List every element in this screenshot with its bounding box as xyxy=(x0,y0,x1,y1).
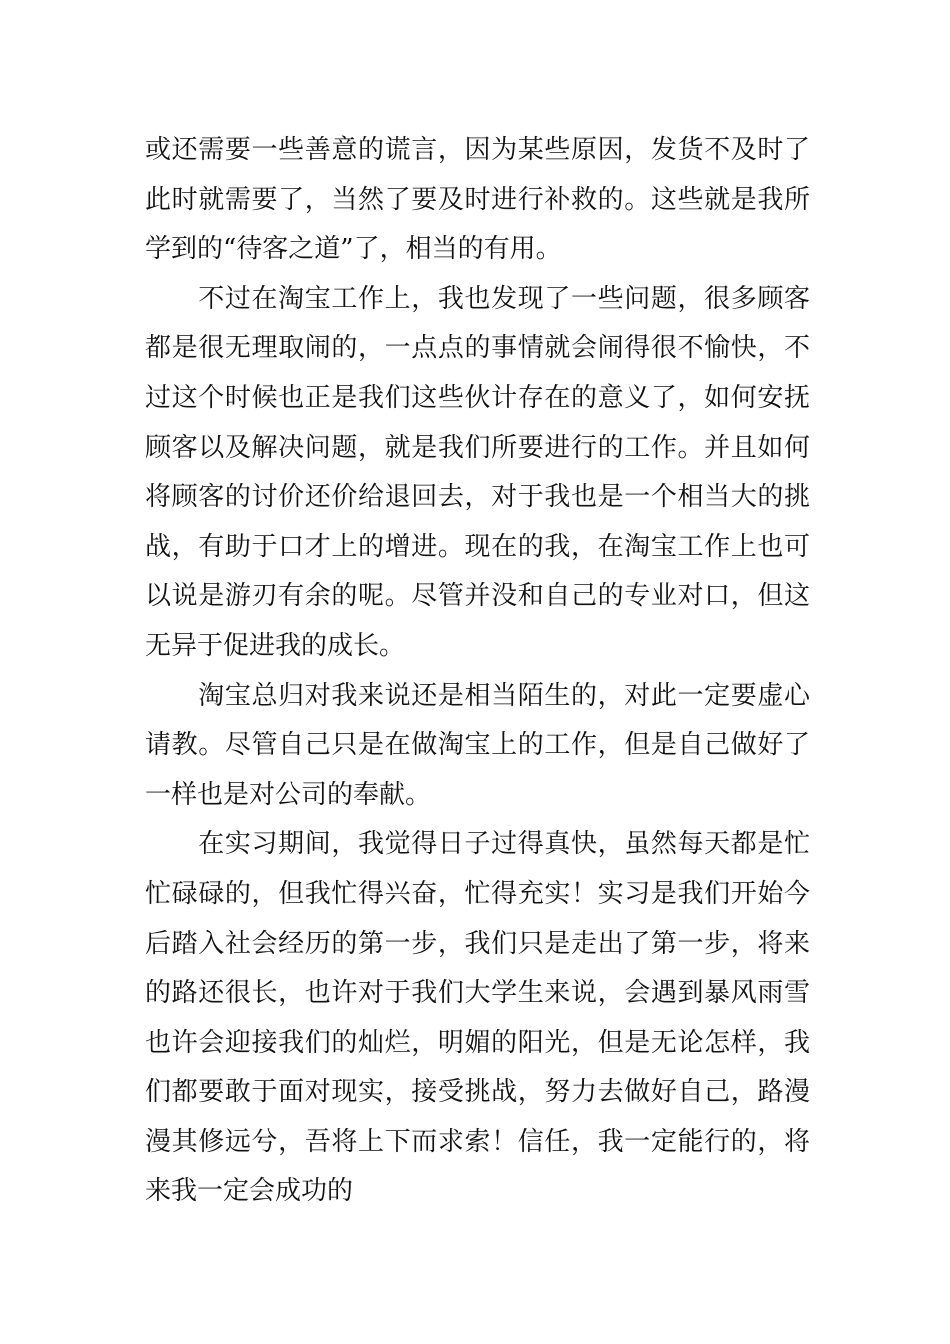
text-line: 都是很无理取闹的，一点点的事情就会闹得很不愉快，不 xyxy=(145,333,810,364)
text-line: 淘宝总归对我来说还是相当陌生的，对此一定要虚心 xyxy=(145,680,810,711)
text-line: 一样也是对公司的奉献。 xyxy=(145,779,432,810)
text-line: 的路还很长，也许对于我们大学生来说，会遇到暴风雨雪 xyxy=(145,978,810,1009)
text-line: 请教。尽管自己只是在做淘宝上的工作，但是自己做好了 xyxy=(145,730,810,761)
text-line: 或还需要一些善意的谎言，因为某些原因，发货不及时了 xyxy=(145,135,810,165)
text-line: 也许会迎接我们的灿烂，明媚的阳光，但是无论怎样，我 xyxy=(145,1027,810,1058)
text-line: 不过在淘宝工作上，我也发现了一些问题，很多顾客 xyxy=(145,283,810,314)
body-text xyxy=(145,126,810,1217)
text-line: 来我一定会成功的 xyxy=(145,1176,354,1207)
text-line: 战，有助于口才上的增进。现在的我，在淘宝工作上也可 xyxy=(145,531,810,562)
text-line: 以说是游刃有余的呢。尽管并没和自己的专业对口，但这 xyxy=(145,581,810,612)
text-line: 在实习期间，我觉得日子过得真快，虽然每天都是忙 xyxy=(145,829,810,860)
text-line: 忙碌碌的，但我忙得兴奋，忙得充实！实习是我们开始今 xyxy=(145,878,810,909)
text-line: 过这个时候也正是我们这些伙计存在的意义了，如何安抚 xyxy=(145,382,810,413)
text-line: 学到的“待客之道”了，相当的有用。 xyxy=(145,234,562,265)
text-line: 此时就需要了，当然了要及时进行补救的。这些就是我所 xyxy=(145,184,810,215)
text-line: 将顾客的讨价还价给退回去，对于我也是一个相当大的挑 xyxy=(145,482,810,513)
text-line: 无异于促进我的成长。 xyxy=(145,630,406,661)
text-line: 们都要敢于面对现实，接受挑战，努力去做好自己，路漫 xyxy=(145,1077,810,1108)
text-line: 顾客以及解决问题，就是我们所要进行的工作。并且如何 xyxy=(145,432,810,463)
text-line: 后踏入社会经历的第一步，我们只是走出了第一步，将来 xyxy=(145,928,810,959)
text-line: 漫其修远兮，吾将上下而求索！信任，我一定能行的，将 xyxy=(145,1126,810,1157)
